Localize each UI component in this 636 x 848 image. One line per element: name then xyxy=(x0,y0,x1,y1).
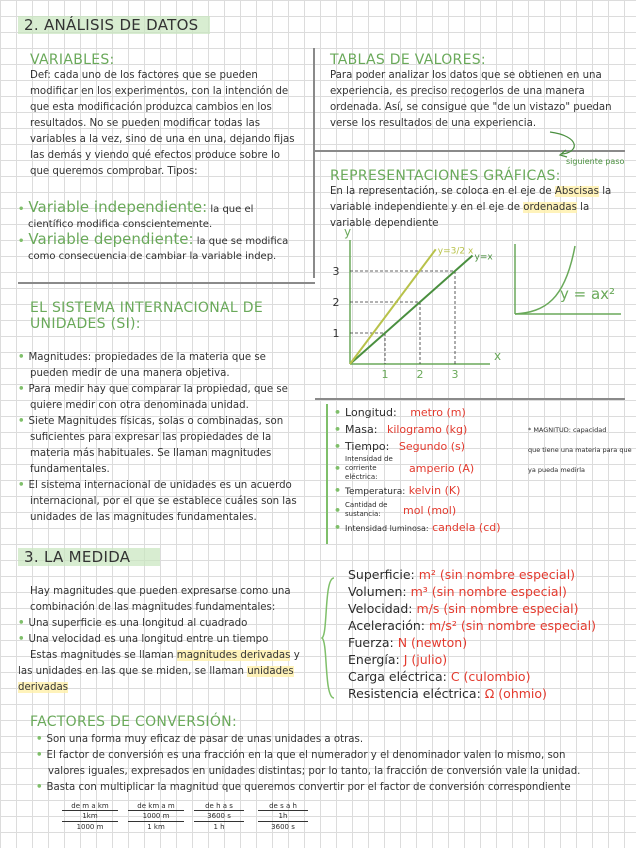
fund-row: • Temperatura: kelvin (K) xyxy=(334,484,461,497)
variables-block xyxy=(30,52,310,180)
indep-label: Variable independiente: xyxy=(28,198,208,216)
derived-row: Energía: J (julio) xyxy=(348,652,448,667)
y-tick-label: 2 xyxy=(332,296,340,309)
dep-label: Variable dependiente: xyxy=(28,230,194,248)
factores-title: FACTORES DE CONVERSIÓN: xyxy=(30,714,237,730)
x-tick-label: 3 xyxy=(451,368,459,381)
column-divider xyxy=(313,48,315,278)
factores-text: • Son una forma muy eficaz de pasar de unas unidades a otras. • El factor de conversión es una fracción en la que el numerador y el denominador valen lo mismo, son valores iguales, expresados en unidades distintas; por lo tanto, la fracción de conversión vale la unidad. • Basta con multiplicar la magnitud que queremos convertir por el factor de conversión correspondiente xyxy=(36,734,581,793)
fund-row: • Intensidad luminosa: candela (cd) xyxy=(334,521,501,534)
magnitud-note: * MAGNITUD: capacidad que tiene una materia para que ya pueda medirla xyxy=(528,426,632,474)
fund-row: • Cantidad de sustancia: mol (mol) xyxy=(334,501,457,518)
section-2-title: 2. ANÁLISIS DE DATOS xyxy=(18,16,210,34)
x-tick-label: 2 xyxy=(416,368,424,381)
series-line xyxy=(350,249,436,364)
divider-chart xyxy=(315,398,625,400)
si-bullets: • Magnitudes: propiedades de la materia que se pueden medir de una manera objetiva. • Para medir hay que comparar la propiedad, que se quiere medir con otra denominada unidad. • Siete Magnitudes físicas, solas o combinadas, son suficientes para expresar las propiedades de la materia más habituales. Se llaman magnitudes fundamentales. • El sistema internacional de unidades es un acuerdo internacional, por el que se establece cuáles son las unidades de las magnitudes fundamentales. xyxy=(18,352,297,523)
derived-row: Carga eléctrica: C (culombio) xyxy=(348,669,531,684)
section-3-title: 3. LA MEDIDA xyxy=(18,548,160,566)
y-tick-label: 3 xyxy=(332,265,340,278)
derived-row: Superficie: m² (sin nombre especial) xyxy=(348,567,576,582)
line-chart xyxy=(322,228,502,390)
tablas-block: TABLAS DE VALORES: Para poder analizar los datos que se obtienen en una experiencia, es preciso recogerlos de una manera ordenada. Así, se consigue que "de un vistazo" puedan verse los resultados de una experiencia. xyxy=(330,52,626,132)
fund-row: • Tiempo: Segundo (s) xyxy=(334,440,466,453)
repr-title: REPRESENTACIONES GRÁFICAS: xyxy=(330,168,561,184)
next-step-label: siguiente paso xyxy=(566,157,625,166)
derived-row: Resistencia eléctrica: Ω (ohmio) xyxy=(348,686,547,701)
variables-title: VARIABLES: xyxy=(30,52,115,68)
conversion-fraction: de m a km 1km 1000 m xyxy=(62,802,118,832)
conversion-fraction: de s a h 1h 3600 s xyxy=(258,802,308,832)
x-tick-label: 1 xyxy=(381,368,389,381)
y-tick-label: 1 xyxy=(332,327,340,340)
conversion-fraction: de h a s 3600 s 1 h xyxy=(194,802,244,832)
medida-text: Hay magnitudes que pueden expresarse como una combinación de las magnitudes fundamentales: • Una superficie es una longitud al cuadrado • Una velocidad es una longitud entre un tiempo Estas magnitudes se llaman magnitudes derivadas y las unidades en las que se miden, se llaman unidades derivadas xyxy=(18,586,300,693)
series-label: y=3/2 x xyxy=(437,246,474,257)
curve-chart xyxy=(505,240,625,320)
fund-row: • Intensidad de corriente eléctrica: amperio (A) xyxy=(334,455,475,481)
fund-row: • Masa: kilogramo (kg) xyxy=(334,423,468,436)
brace-icon xyxy=(318,576,338,700)
derived-row: Aceleración: m/s² (sin nombre especial) xyxy=(348,618,597,633)
derived-row: Velocidad: m/s (sin nombre especial) xyxy=(348,601,579,616)
divider-variables xyxy=(18,282,315,284)
tablas-title: TABLAS DE VALORES: xyxy=(330,52,486,68)
x-axis-label: x xyxy=(494,349,502,363)
si-title: EL SISTEMA INTERNACIONAL DE UNIDADES (SI): xyxy=(30,300,263,332)
repr-block: REPRESENTACIONES GRÁFICAS: En la representación, se coloca en el eje de Abscisas la variable independiente y en el eje de ordenadas la variable dependiente xyxy=(330,168,630,232)
fundamental-list xyxy=(334,404,501,537)
derived-row: Volumen: m³ (sin nombre especial) xyxy=(348,584,567,599)
curve-label: y = ax² xyxy=(560,285,616,303)
conversion-fraction: de km a m 1000 m 1 km xyxy=(128,802,184,832)
series-line xyxy=(350,256,473,365)
derived-list xyxy=(348,566,596,702)
variable-types: • Variable independiente: la que el científico modifica conscientemente. • Variable dependiente: la que se modifica como consecuencia de cambiar la variable indep. xyxy=(18,198,289,262)
fund-row: • Longitud: metro (m) xyxy=(334,406,466,419)
series-label: y=x xyxy=(474,252,493,263)
fund-bracket xyxy=(326,404,328,544)
variables-text: Def: cada uno de los factores que se pueden modificar en los experimentos, con la intención de que esta modificación produzca cambios en los resultados. No se pueden modificar todas las variables a la vez, sino de una en una, dejando fijas las demás y viendo qué efectos produce sobre lo que queremos comprobar. Tipos: xyxy=(30,70,295,177)
derived-row: Fuerza: N (newton) xyxy=(348,635,468,650)
y-axis-label: y xyxy=(344,228,352,239)
